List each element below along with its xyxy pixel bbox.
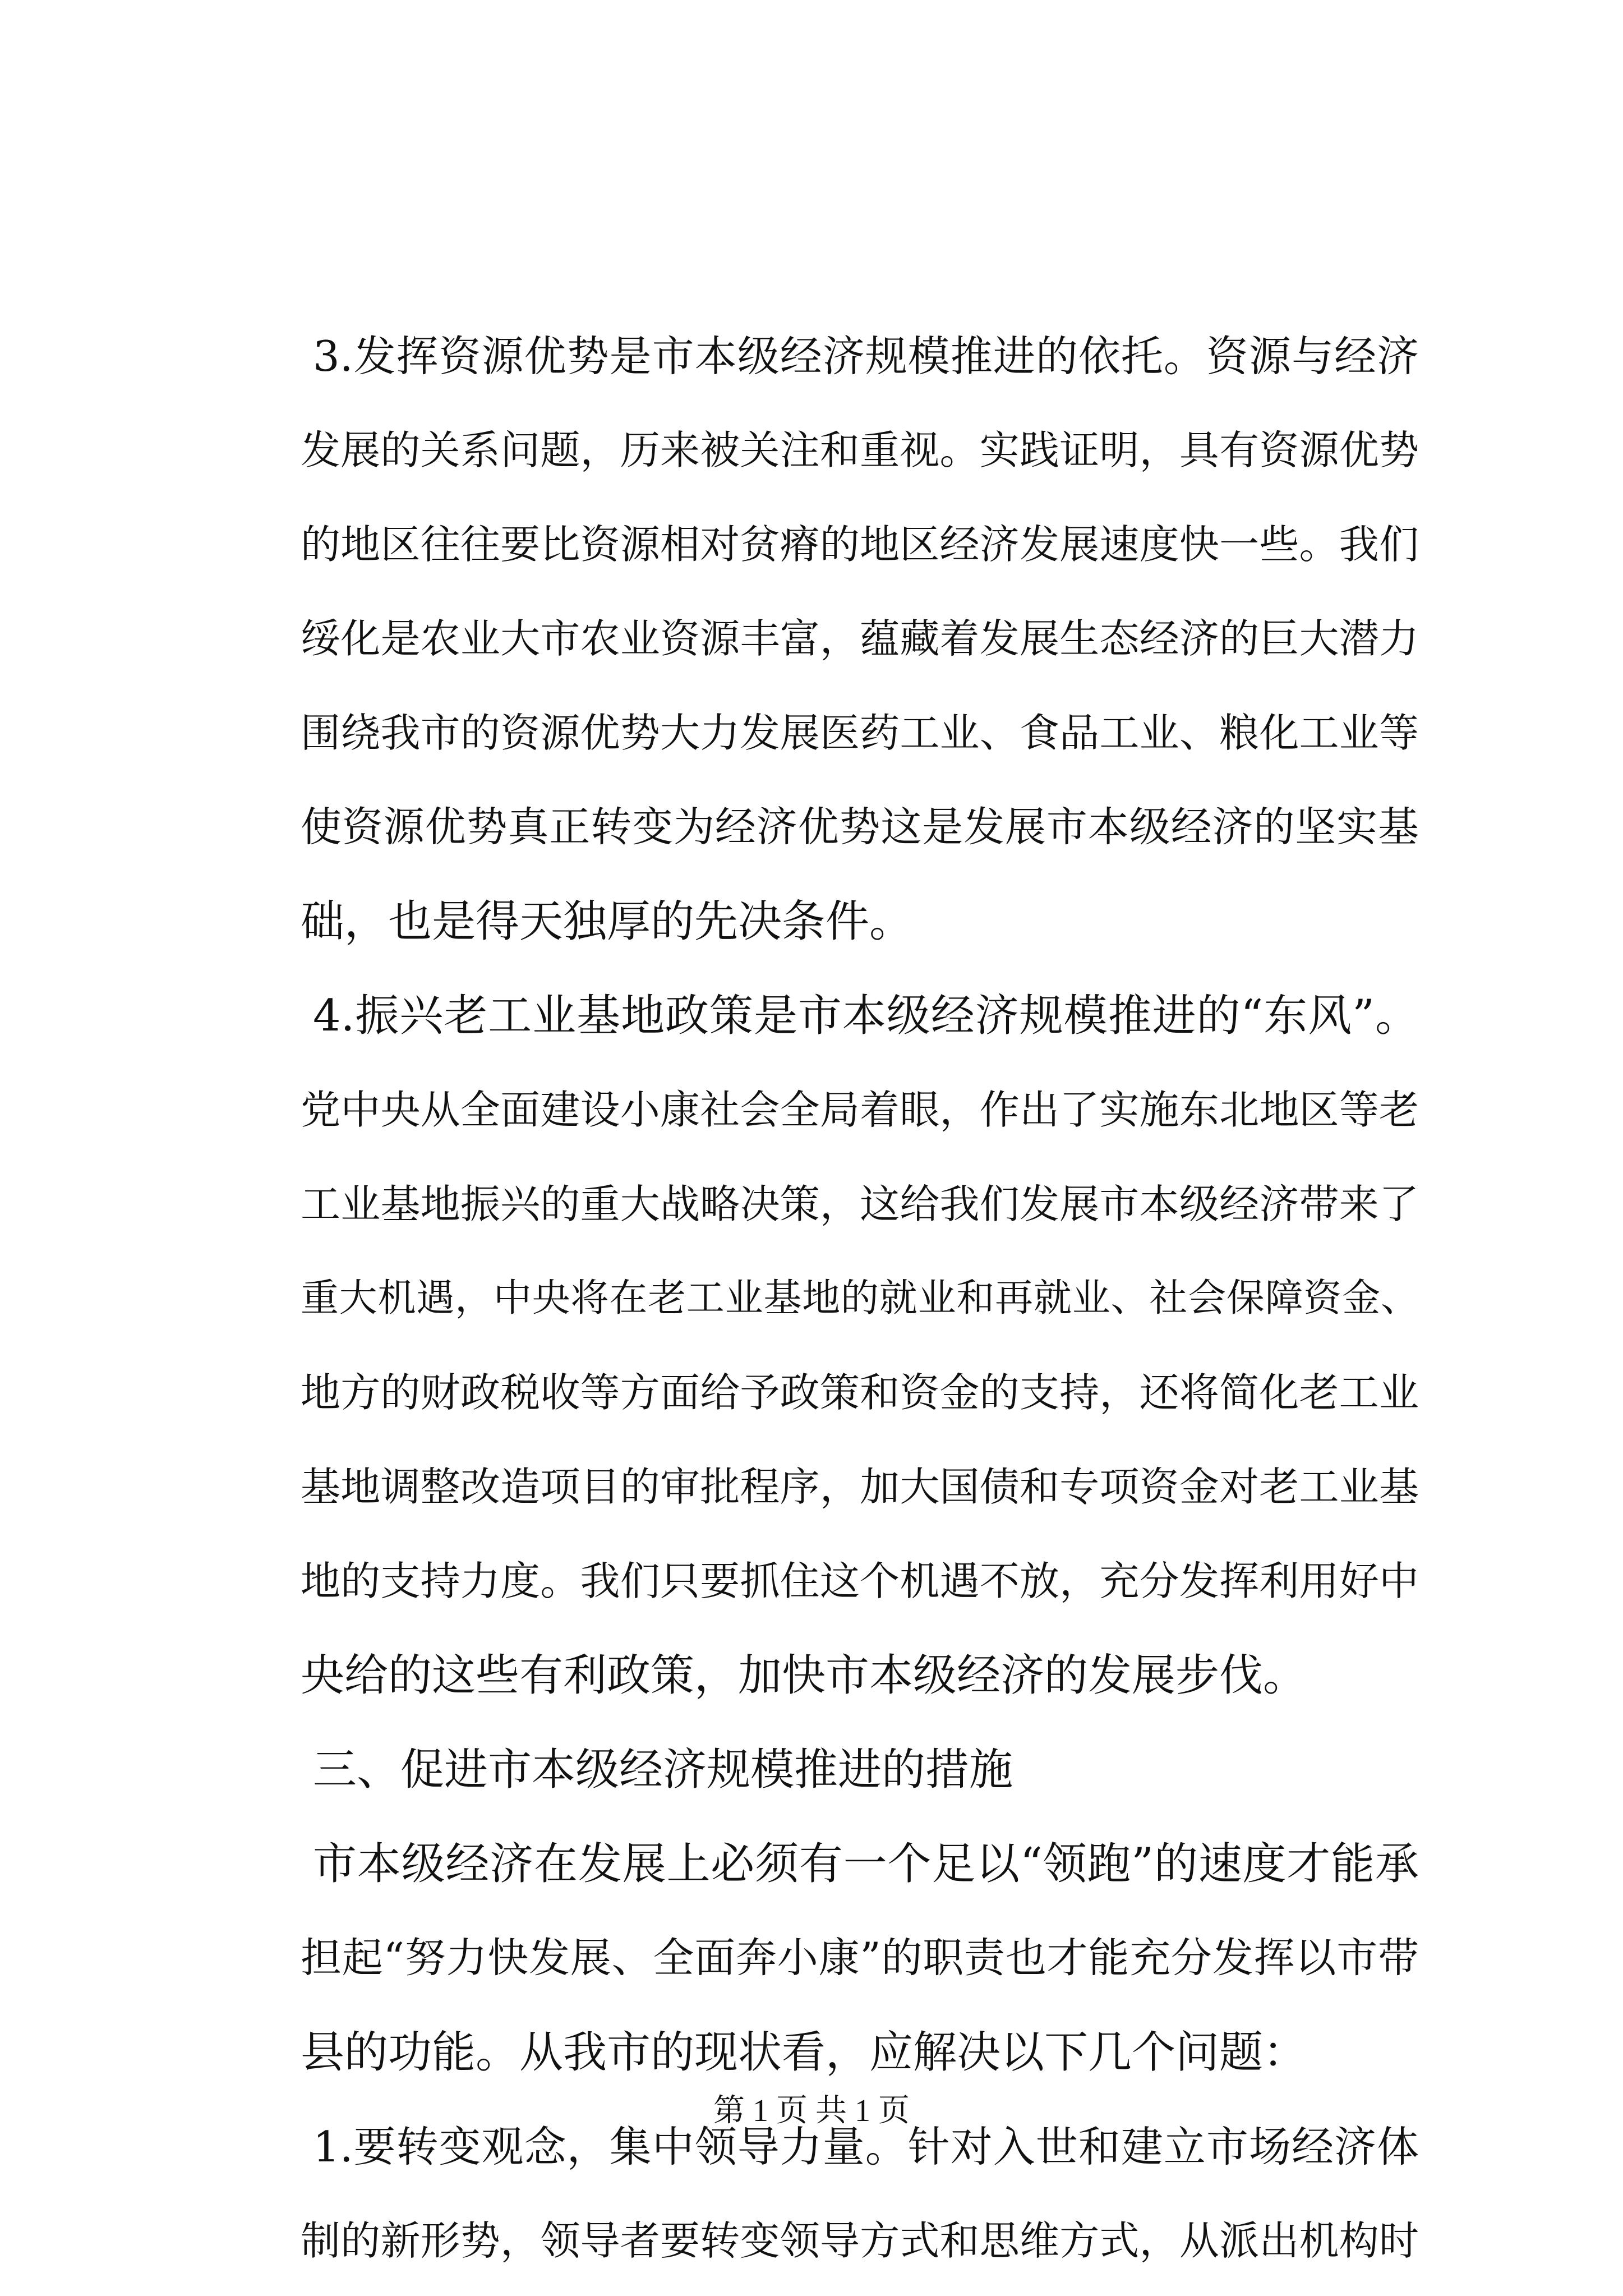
text-line: 市本级经济在发展上必须有一个足以“领跑”的速度才能承 [313,1839,1419,1889]
text-line: 发展的关系问题，历来被关注和重视。实践证明，具有资源优势 [301,427,1419,473]
text-line: 绥化是农业大市农业资源丰富，蕴藏着发展生态经济的巨大潜力 [301,615,1419,662]
text-line: 的地区往往要比资源相对贫瘠的地区经济发展速度快一些。我们 [301,521,1419,568]
text-line: 重大机遇，中央将在老工业基地的就业和再就业、社会保障资金、 [301,1276,1419,1320]
text-line: 1.要转变观念，集中领导力量。针对入世和建立市场经济体 [313,2122,1419,2171]
text-line: 制的新形势，领导者要转变领导方式和思维方式，从派出机构时 [301,2217,1419,2264]
text-line: 党中央从全面建设小康社会全局着眼，作出了实施东北地区等老 [301,1087,1419,1133]
text-line: 围绕我市的资源优势大力发展医药工业、食品工业、粮化工业等 [301,710,1419,756]
text-line: 地的支持力度。我们只要抓住这个机遇不放，充分发挥利用好中 [301,1558,1419,1604]
text-line: 工业基地振兴的重大战略决策，这给我们发展市本级经济带来了 [301,1181,1419,1227]
text-line: 使资源优势真正转变为经济优势这是发展市本级经济的坚实基 [301,803,1419,851]
text-line: 担起“努力快发展、全面奔小康”的职责也才能充分发挥以市带 [301,1934,1419,1982]
text-line: 4.振兴老工业基地政策是市本级经济规模推进的“东风”。 [313,991,1419,1041]
text-line: 地方的财政税收等方面给予政策和资金的支持，还将简化老工业 [301,1369,1419,1416]
text-line: 基地调整改造项目的审批程序，加大国债和专项资金对老工业基 [301,1464,1419,1510]
text-line: 3.发挥资源优势是市本级经济规模推进的依托。资源与经济 [313,332,1419,381]
page-footer: 第 1 页 共 1 页 [713,2093,910,2128]
text-line: 县的功能。从我市的现状看，应解决以下几个问题： [301,2027,1307,2078]
text-line: 三、促进市本级经济规模推进的措施 [313,1745,1013,1795]
text-line: 础，也是得天独厚的先决条件。 [301,896,914,947]
text-line: 央给的这些有利政策，加快市本级经济的发展步伐。 [301,1650,1307,1701]
